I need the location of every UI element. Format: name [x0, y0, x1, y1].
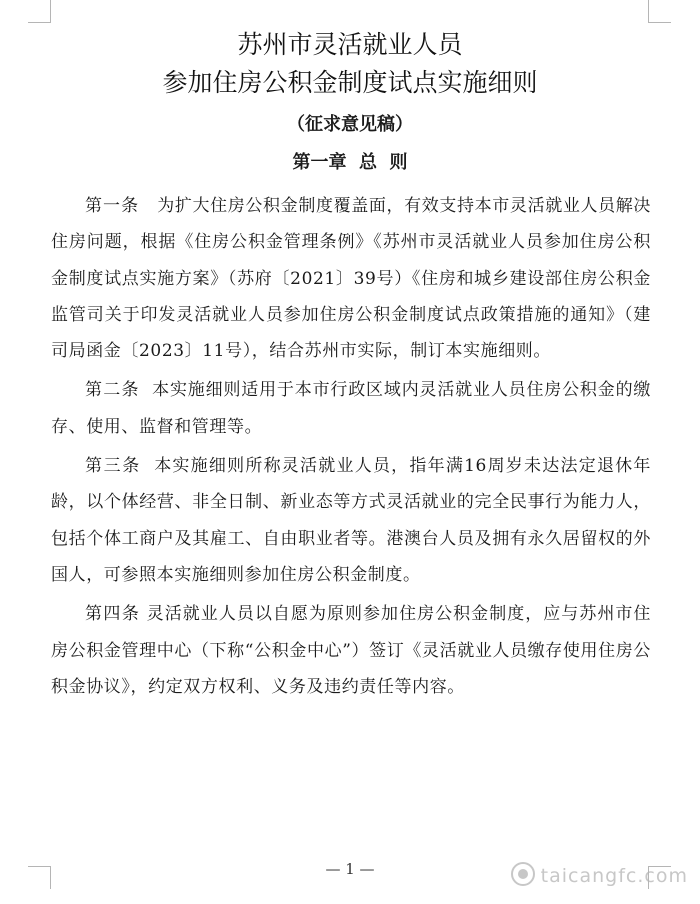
document-title-line-1: 苏州市灵活就业人员	[237, 30, 463, 59]
document-subtitle: （征求意见稿）	[287, 114, 413, 135]
watermark	[511, 862, 688, 887]
article-4	[51, 596, 651, 705]
article-2	[51, 372, 651, 445]
article-text: 本实施细则适用于本市行政区域内灵活就业人员住房公积金的缴存、使用、监督和管理等。	[51, 380, 652, 437]
article-text: 为扩大住房公积金制度覆盖面，有效支持本市灵活就业人员解决住房问题，根据《住房公积金管理条例》《苏州市灵活就业人员参加住房公积金制度试点实施方案》（苏府〔2021〕39号）《住房和城乡建设部住房公积金监管司关于印发灵活就业人员参加住房公积金制度试点政策措施的通知》（建司局函金〔2023〕11号），结合苏州市实际，制订本实施细则。	[51, 196, 651, 362]
article-3	[51, 448, 651, 593]
crop-mark-top-left	[28, 0, 51, 23]
chapter-heading: 第一章 总 则	[292, 152, 408, 173]
article-label: 第三条	[85, 456, 141, 477]
logo-circle-icon	[511, 862, 535, 886]
document-body	[51, 188, 651, 705]
article-1	[51, 188, 651, 369]
page-number: — 1 —	[325, 860, 375, 878]
article-text: 本实施细则所称灵活就业人员，指年满16周岁未达法定退休年龄，以个体经营、非全日制、新业态等方式灵活就业的完全民事行为能力人，包括个体工商户及其雇工、自由职业者等。港澳台人员及拥有永久居留权的外国人，可参照本实施细则参加住房公积金制度。	[51, 456, 652, 585]
article-text: 灵活就业人员以自愿为原则参加住房公积金制度，应与苏州市住房公积金管理中心（下称“公积金中心”）签订《灵活就业人员缴存使用住房公积金协议》，约定双方权利、义务及违约责任等内容。	[51, 604, 651, 697]
article-label: 第四条	[85, 604, 141, 625]
article-label: 第一条	[85, 196, 140, 216]
crop-mark-top-right	[648, 0, 671, 23]
watermark-text: taicangfc.com	[540, 865, 688, 887]
document-title-line-2: 参加住房公积金制度试点实施细则	[162, 68, 538, 97]
article-label: 第二条	[85, 380, 140, 401]
